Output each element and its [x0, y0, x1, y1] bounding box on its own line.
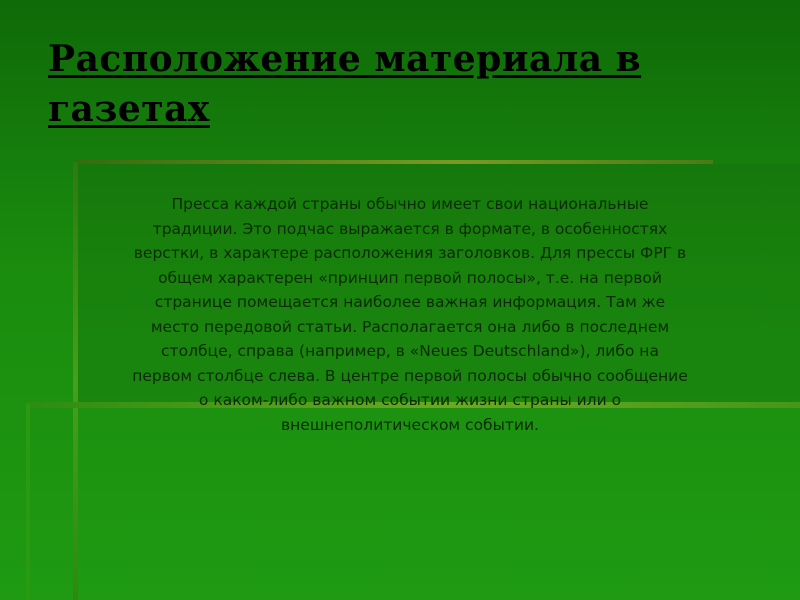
slide-title: Расположение материала в газетах — [48, 38, 642, 130]
slide-body-text: Пресса каждой страны обычно имеет свои национальные традиции. Это подчас выражается в формате, в особенностях верстки, в характере расположения заголовков. Для прессы ФРГ в общем характерен «принцип первой полосы», т.е. на первой странице помещается наиболее важная информация. Там же место передовой статьи. Располагается она либо в последнем столбце, справа (например, в «Neues Deutschland»), либо на первом столбце слева. В центре первой полосы обычно сообщение о каком-либо важном событии жизни страны или о внешнеполитическом событии. — [132, 195, 688, 434]
decorative-top-bar — [77, 160, 713, 164]
decorative-left-bar — [73, 162, 78, 600]
decorative-lower-left-bar — [26, 404, 30, 600]
